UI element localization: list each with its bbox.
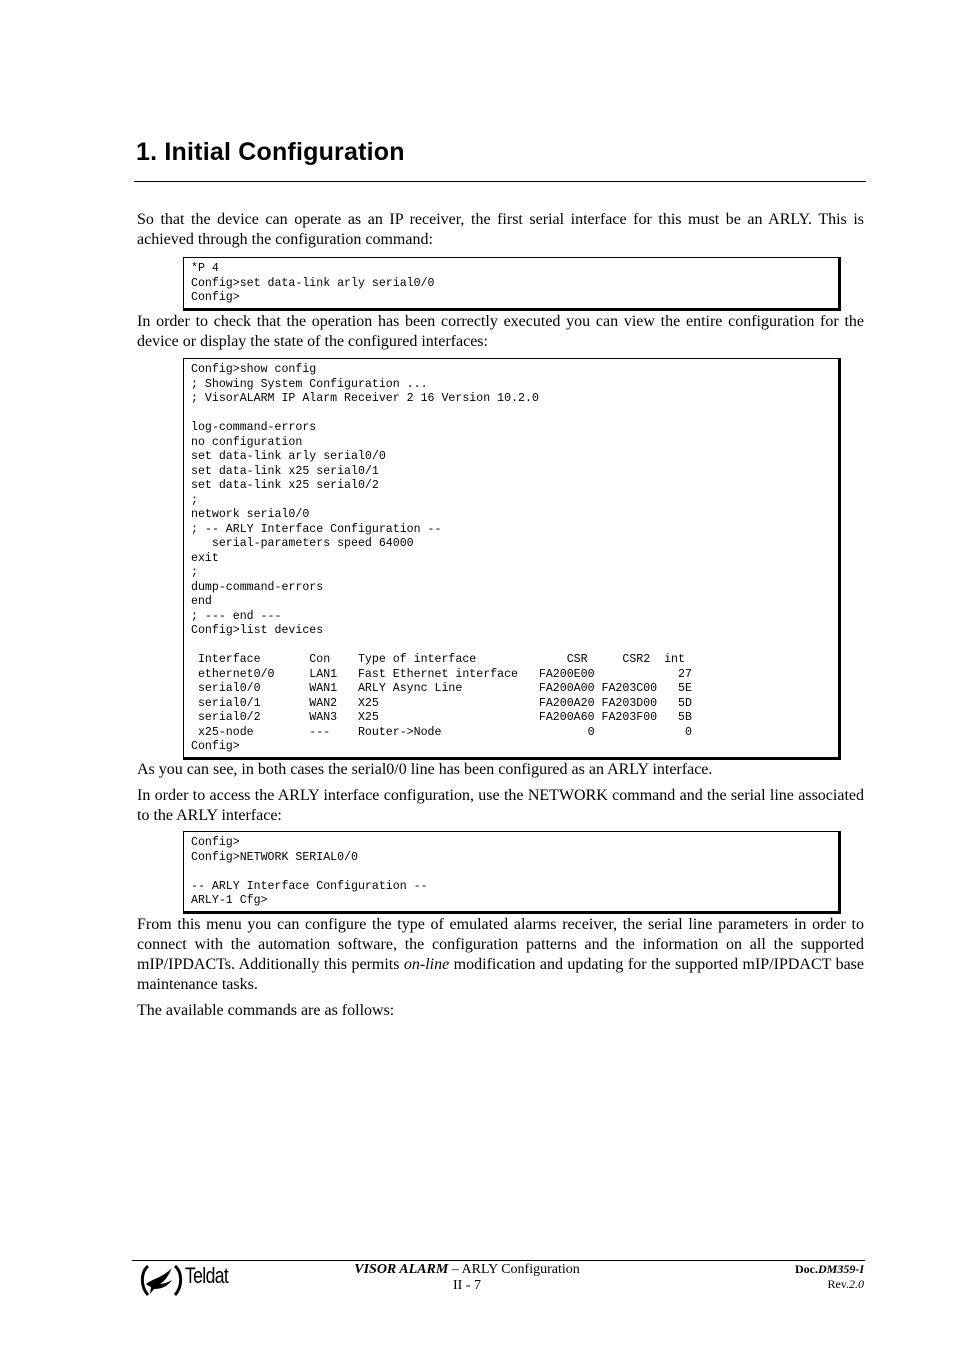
code-line: ; --- end --- (191, 609, 282, 623)
code-line: x25-node --- Router->Node 0 0 (191, 725, 692, 739)
code-line: serial0/0 WAN1 ARLY Async Line FA200A00 FA203C00 5E (191, 682, 692, 695)
code-block-set-datalink (183, 257, 841, 311)
logo-wordmark: Teldat (185, 1263, 229, 1288)
code-line: Interface Con Type of interface CSR CSR2 int (191, 653, 685, 666)
result-paragraph: As you can see, in both cases the serial0/0 line has been configured as an ARLY interface. (137, 761, 713, 778)
heading-divider (134, 181, 866, 182)
footer-doc-info (795, 1262, 864, 1292)
code-line: set data-link x25 serial0/1 (191, 464, 379, 478)
footer-section: ARLY Configuration (461, 1262, 580, 1277)
section-title: Initial Configuration (164, 138, 405, 166)
code-line: ethernet0/0 LAN1 Fast Ethernet interface FA200E00 27 (191, 667, 692, 681)
code-line: *P 4 (191, 262, 219, 275)
code-line: -- ARLY Interface Configuration -- (191, 879, 428, 893)
code-line: serial0/1 WAN2 X25 FA200A20 FA203D00 5D (191, 696, 692, 710)
check-config-paragraph: In order to check that the operation has been correctly executed you can view the entire configuration for the device or display the state of the configured interfaces: (137, 313, 864, 350)
rev-label: Rev. (827, 1277, 849, 1291)
footer-center (300, 1262, 634, 1294)
menu-paragraph-text-2: modification and updating for the supported mIP/IPDACT base maintenance tasks. (137, 956, 864, 993)
code-line: ; (191, 566, 198, 579)
code-line: ; (191, 493, 198, 507)
code-line (191, 407, 838, 422)
code-line: exit (191, 551, 219, 565)
footer-separator: – (448, 1262, 462, 1277)
code-line: dump-command-errors (191, 580, 324, 594)
teldat-logo (138, 1262, 248, 1298)
revision-line (795, 1277, 864, 1292)
doc-id: DM359-I (817, 1262, 864, 1276)
code-block-network-serial (183, 831, 841, 914)
code-line: Config> (191, 740, 240, 753)
code-line: ; VisorALARM IP Alarm Receiver 2 16 Version 10.2.0 (191, 392, 539, 405)
rev-value: 2.0 (849, 1277, 864, 1291)
code-line: Config>NETWORK SERIAL0/0 (191, 850, 358, 864)
code-line: log-command-errors (191, 421, 317, 434)
doc-label: Doc. (794, 1262, 818, 1276)
page-number: II - 7 (453, 1278, 481, 1293)
page-title (136, 138, 405, 167)
access-paragraph: In order to access the ARLY interface configuration, use the NETWORK command and the serial line associated to the ARLY interface: (137, 787, 864, 824)
code-line: Config>show config (191, 363, 317, 376)
code-line: ARLY-1 Cfg> (191, 894, 268, 907)
menu-paragraph-text-1: From this menu you can configure the type of emulated alarms receiver, the serial line parameters in order to connect with the automation software, the configuration patterns and the information on all the supported mIP/IPDACTs. Additionally this permits (137, 916, 864, 973)
footer-product: VISOR ALARM (354, 1262, 449, 1277)
code-line: ; -- ARLY Interface Configuration -- (191, 522, 442, 536)
code-line: set data-link arly serial0/0 (191, 450, 386, 463)
code-line: Config> (191, 291, 240, 304)
code-line (191, 865, 838, 880)
code-line: set data-link x25 serial0/2 (191, 479, 379, 492)
code-line: end (191, 595, 212, 608)
menu-paragraph (137, 915, 864, 995)
code-line: Config> (191, 836, 240, 849)
code-line: Config>set data-link arly serial0/0 (191, 276, 435, 290)
code-line: serial0/2 WAN3 X25 FA200A60 FA203F00 5B (191, 711, 692, 724)
intro-paragraph: So that the device can operate as an IP receiver, the first serial interface for this must be an ARLY. This is achieved through the configuration command: (137, 211, 864, 248)
code-line: Config>list devices (191, 624, 324, 637)
commands-intro-paragraph: The available commands are as follows: (137, 1002, 395, 1019)
code-line: network serial0/0 (191, 508, 310, 521)
menu-paragraph-emphasis: on-line (403, 956, 450, 973)
code-line: serial-parameters speed 64000 (191, 537, 414, 550)
doc-id-line (795, 1262, 864, 1277)
bird-logo-icon (138, 1262, 186, 1298)
code-line (191, 639, 838, 654)
footer-divider (132, 1260, 865, 1261)
code-line: ; Showing System Configuration ... (191, 377, 428, 391)
code-block-show-config (183, 358, 841, 760)
code-line: no configuration (191, 435, 303, 449)
section-number: 1. (136, 138, 158, 166)
footer-title-line (300, 1262, 634, 1278)
